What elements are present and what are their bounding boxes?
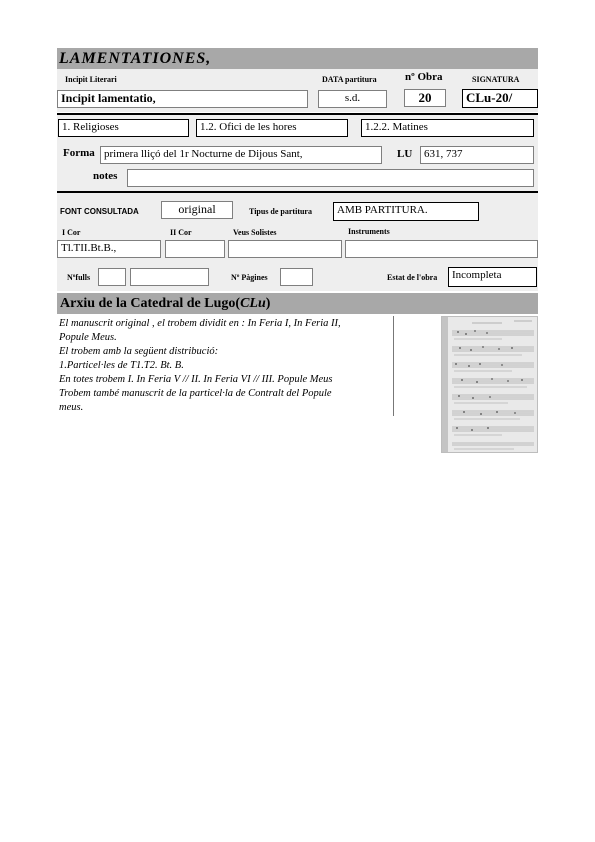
nfulls-label: Nºfulls bbox=[67, 273, 91, 282]
obra-field[interactable]: 20 bbox=[404, 89, 446, 107]
classification-level3[interactable]: 1.2.2. Matines bbox=[361, 119, 534, 137]
manuscript-image bbox=[442, 317, 538, 453]
archive-code: CLu bbox=[240, 296, 266, 311]
incipit-label: Incipit Literari bbox=[65, 75, 117, 84]
date-label: DATA partitura bbox=[322, 75, 377, 84]
estat-label: Estat de l'obra bbox=[387, 273, 438, 282]
notes-label: notes bbox=[93, 170, 118, 182]
cor2-field[interactable] bbox=[165, 240, 225, 258]
classification-level2[interactable]: 1.2. Ofici de les hores bbox=[196, 119, 348, 137]
notes-divider bbox=[393, 316, 394, 416]
note-line: El trobem amb la següent distribució: bbox=[59, 346, 219, 357]
signatura-field[interactable]: CLu-20/ bbox=[462, 89, 538, 108]
work-title: LAMENTATIONES, bbox=[59, 50, 212, 67]
solistes-field[interactable] bbox=[228, 240, 342, 258]
font-field[interactable]: original bbox=[161, 201, 233, 219]
notes-field[interactable] bbox=[127, 169, 534, 187]
note-line: Popule Meus. bbox=[59, 332, 117, 343]
archive-name bbox=[60, 293, 270, 314]
classification-level1[interactable]: 1. Religioses bbox=[58, 119, 189, 137]
note-line: En totes trobem I. In Feria V // II. In Feria VI // III. Popule Meus bbox=[59, 374, 333, 385]
date-field[interactable]: s.d. bbox=[318, 90, 387, 108]
manuscript-thumbnail[interactable] bbox=[441, 316, 538, 453]
signatura-label: SIGNATURA bbox=[472, 75, 520, 84]
note-line: El manuscrit original , el trobem dividit en : In Feria I, In Feria II, bbox=[59, 318, 341, 329]
npagines-label: Nº Pàgines bbox=[231, 273, 268, 282]
nfulls-field[interactable] bbox=[98, 268, 126, 286]
font-label: FONT CONSULTADA bbox=[60, 207, 139, 216]
tipus-field[interactable]: AMB PARTITURA. bbox=[333, 202, 479, 221]
archive-notes bbox=[59, 317, 391, 415]
note-line: meus. bbox=[59, 402, 84, 413]
obra-label: nº Obra bbox=[405, 71, 443, 83]
archive-name-suffix: ) bbox=[265, 296, 271, 311]
forma-label: Forma bbox=[63, 147, 95, 159]
cor2-label: II Cor bbox=[170, 228, 192, 237]
lu-label: LU bbox=[397, 148, 413, 160]
nfulls-field-2[interactable] bbox=[130, 268, 209, 286]
solistes-label: Veus Solistes bbox=[233, 228, 277, 237]
archive-name-prefix: Arxiu de la Catedral de Lugo( bbox=[60, 296, 241, 311]
cor1-label: I Cor bbox=[62, 228, 81, 237]
incipit-field[interactable]: Incipit lamentatio, bbox=[57, 90, 308, 108]
instruments-label: Instruments bbox=[348, 227, 390, 236]
note-line: Trobem també manuscrit de la particel·la de Contralt del Popule bbox=[59, 388, 332, 399]
forma-field[interactable]: primera lliçó del 1r Nocturne de Dijous Sant, bbox=[100, 146, 382, 164]
note-line: 1.Particel·les de T1.T2. Bt. B. bbox=[59, 360, 184, 371]
instruments-field[interactable] bbox=[345, 240, 538, 258]
lu-field[interactable]: 631, 737 bbox=[420, 146, 534, 164]
estat-field[interactable]: Incompleta bbox=[448, 267, 537, 287]
tipus-label: Tipus de partitura bbox=[249, 207, 312, 216]
npagines-field[interactable] bbox=[280, 268, 313, 286]
cor1-field[interactable]: Tl.TII.Bt.B., bbox=[57, 240, 161, 258]
